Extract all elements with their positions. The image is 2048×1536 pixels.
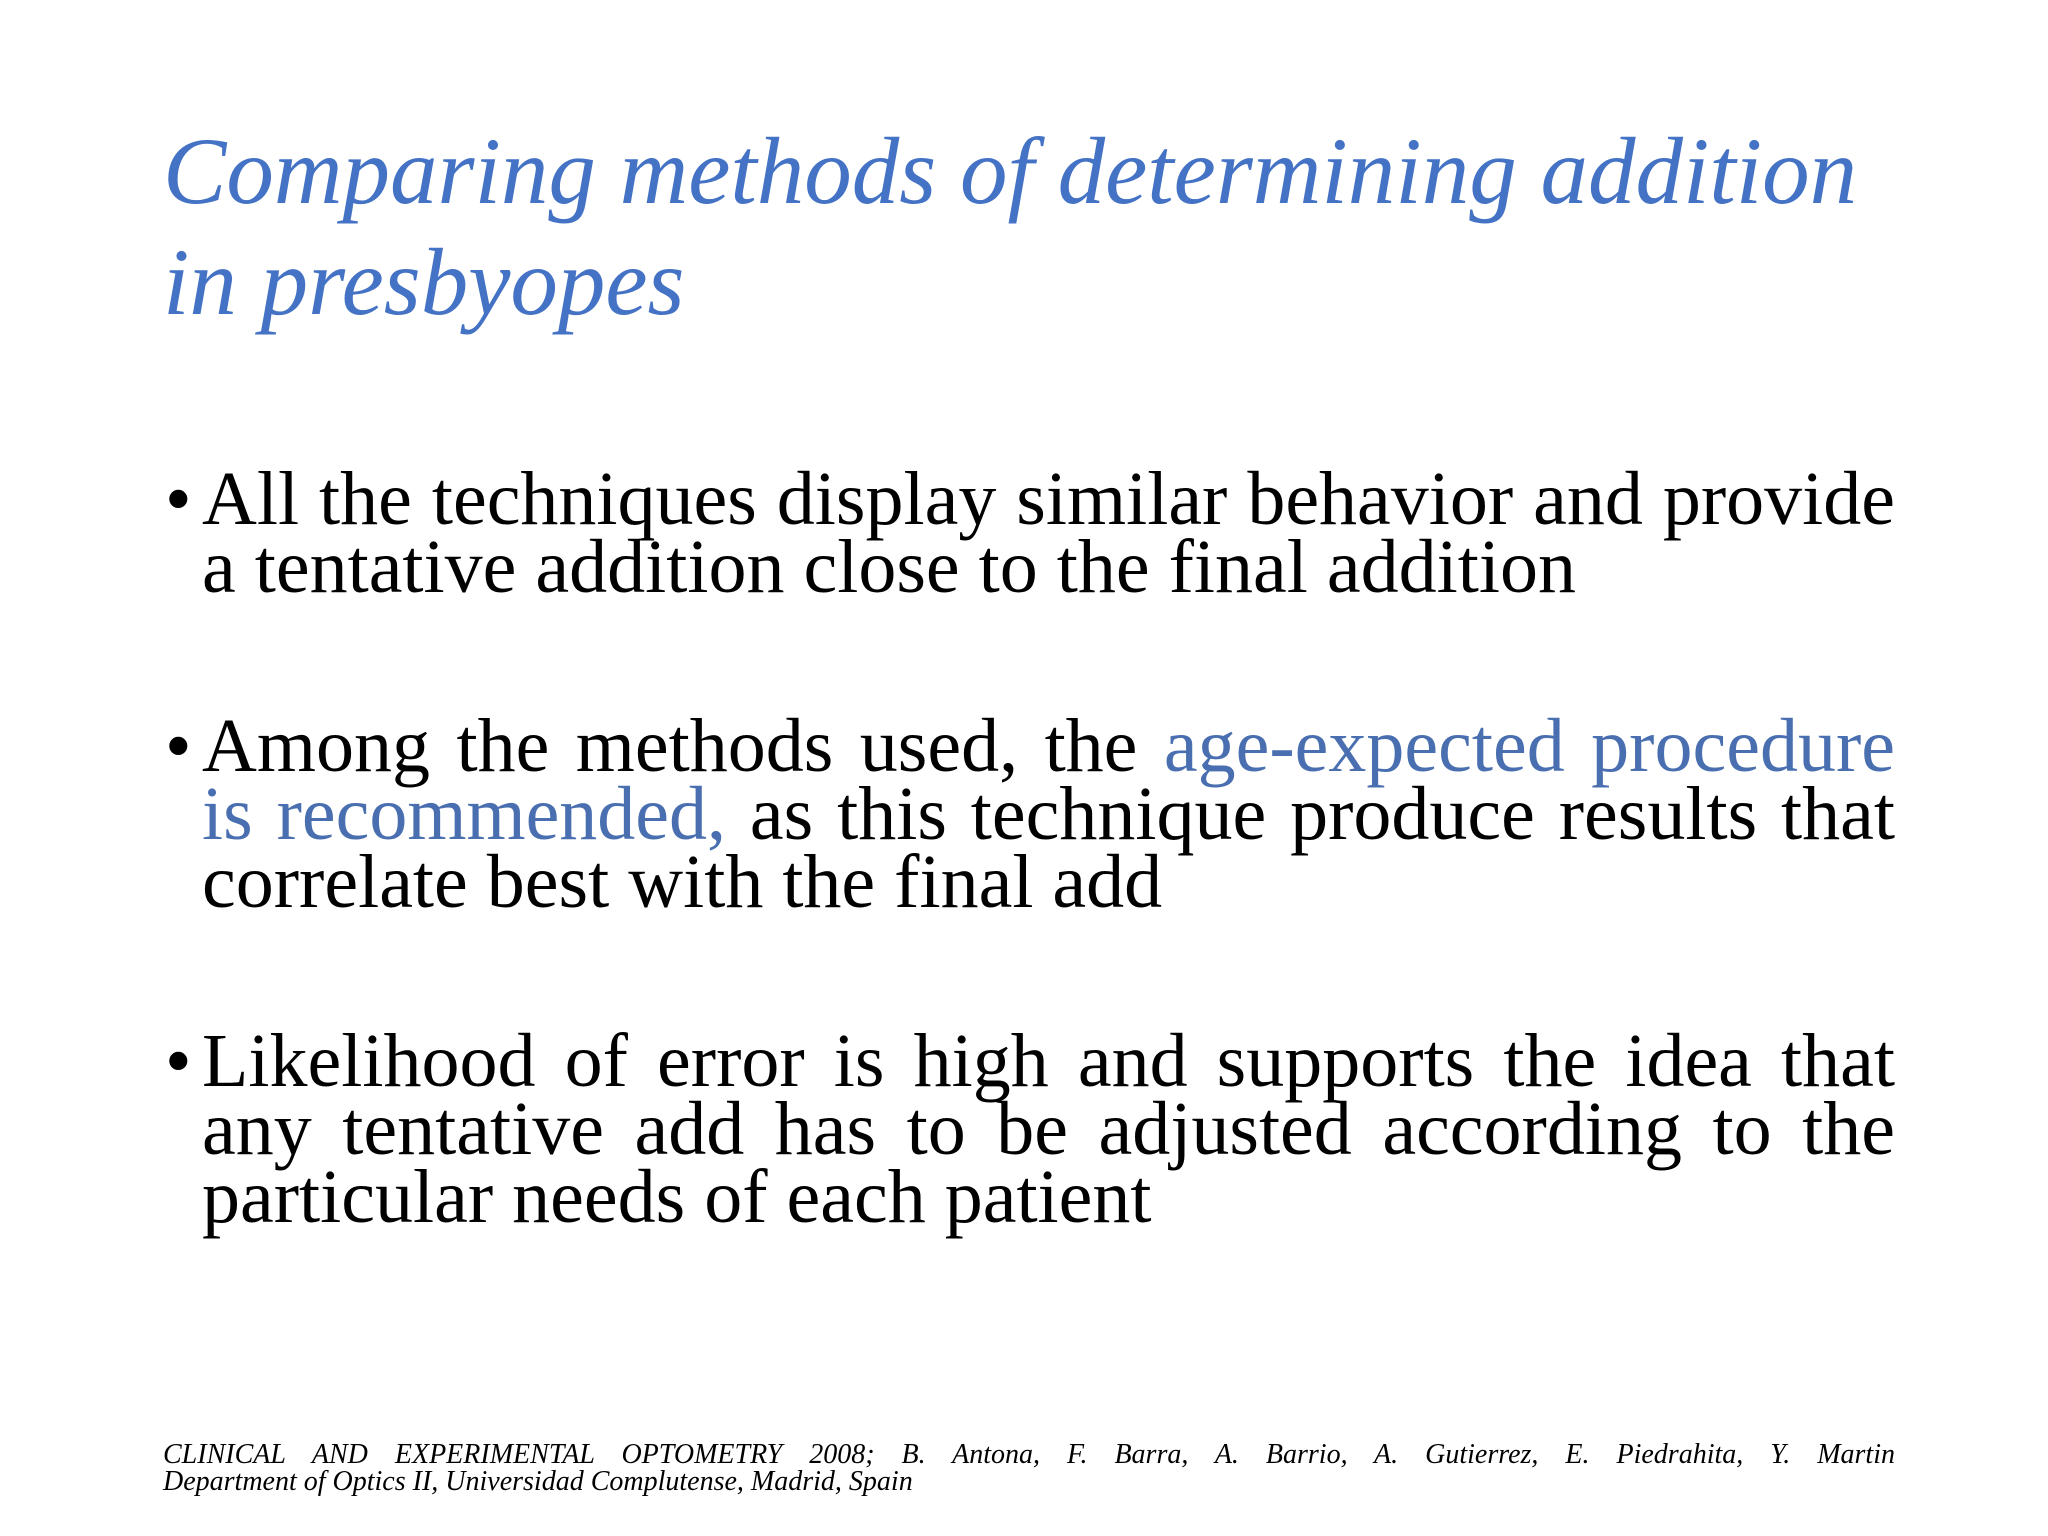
bullet-list (160, 457, 1895, 1239)
bullet-item (160, 457, 1895, 609)
citation (163, 1441, 1895, 1495)
bullet-text: Likelihood of error is high and supports the idea that any tentative add has to be adjusted according to the particular needs of each patient (202, 1019, 1895, 1239)
slide-title: Comparing methods of determining addition in presbyopes (163, 118, 1858, 335)
bullet-text-after: as this technique produce results that correlate best with the final add (202, 772, 1895, 924)
bullet-icon: • (165, 1019, 192, 1103)
bullet-icon: • (165, 704, 192, 788)
bullet-item (160, 704, 1895, 924)
citation-affiliation: Department of Optics II, Universidad Complutense, Madrid, Spain (163, 1466, 913, 1497)
bullet-text-before: Among the methods used, the (202, 704, 1164, 788)
bullet-item (160, 1019, 1895, 1239)
bullet-text: All the techniques display similar behavior and provide a tentative addition close to the final addition (202, 457, 1895, 609)
bullet-icon: • (165, 457, 192, 541)
citation-source: CLINICAL AND EXPERIMENTAL OPTOMETRY 2008; B. Antona, F. Barra, A. Barrio, A. Gutierrez, E. Piedrahita, Y. Martin (163, 1439, 1895, 1470)
bullet-highlight: age-expected procedure is recommended, (202, 704, 1895, 856)
